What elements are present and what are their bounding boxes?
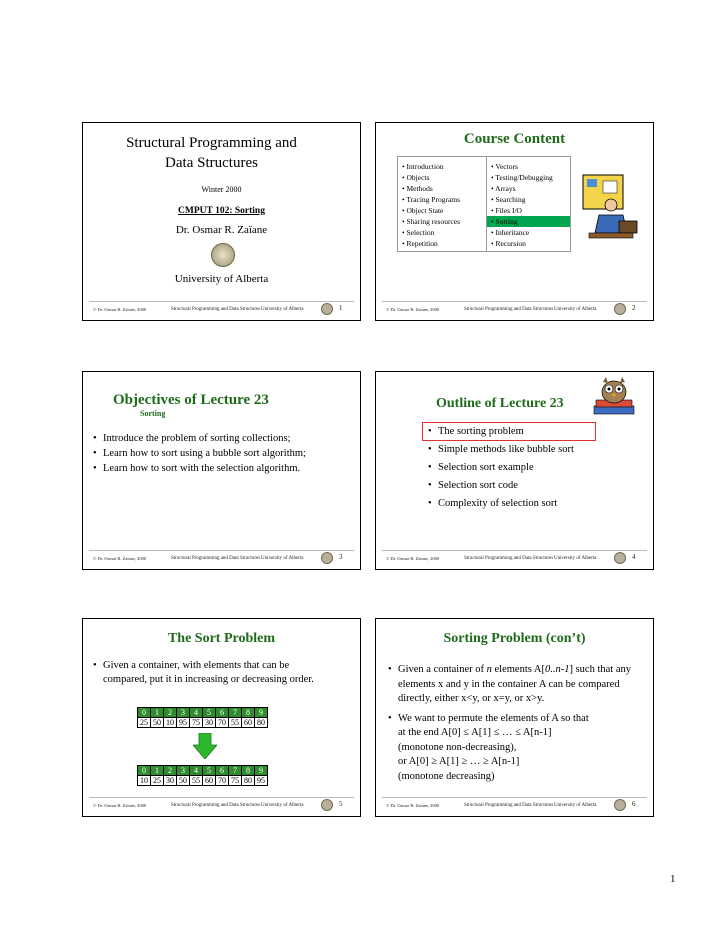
slide-5: [82, 618, 361, 817]
array-cell: 1: [151, 766, 164, 776]
footer-copyright: © Dr. Osmar R. Zaïane, 2000: [386, 556, 440, 561]
course-topic: • Searching: [491, 195, 526, 204]
slide-number: 3: [339, 553, 343, 561]
unsorted-array: [137, 707, 268, 728]
array-cell: 5: [203, 708, 216, 718]
footer-copyright: © Dr. Osmar R. Zaïane, 2000: [93, 307, 147, 312]
course-content-box: [397, 156, 571, 252]
owl-clipart-icon: [590, 374, 638, 422]
array-cell: 9: [255, 708, 268, 718]
array-cell: 8: [242, 766, 255, 776]
sort-problem-bullet: • Given a container, with elements that can be compared, put it in increasing or decreasing order.: [93, 659, 333, 687]
footer-copyright: © Dr. Osmar R. Zaïane, 2000: [386, 307, 440, 312]
course-topic: • Repetition: [402, 239, 438, 248]
slide-number: 6: [632, 800, 636, 808]
slide-number: 1: [339, 304, 343, 312]
slide-2-title: Course Content: [463, 131, 566, 147]
slide-3-subtitle: Sorting: [140, 409, 166, 418]
objective-item: • Introduce the problem of sorting collections;: [93, 432, 333, 446]
footer-copyright: © Dr. Osmar R. Zaïane, 2000: [93, 803, 147, 808]
slide-3-title: Objectives of Lecture 23: [113, 392, 269, 408]
array-cell: 2: [164, 708, 177, 718]
array-cell: 95: [177, 718, 190, 728]
definition-bullet: • Given a container of n elements A[0..n-1] such that any elements x and y in the container A can be compared directly, either x<y, or x=y, or x>y.: [388, 663, 646, 707]
outline-item: • Complexity of selection sort: [428, 496, 648, 512]
array-cell: 8: [242, 708, 255, 718]
array-cell: 9: [255, 766, 268, 776]
course-topic: • Objects: [402, 173, 430, 182]
array-cell: 3: [177, 766, 190, 776]
course-topic: • Sorting: [491, 217, 518, 226]
university-seal-icon: [211, 243, 235, 267]
slide-4: [375, 371, 654, 570]
array-cell: 60: [203, 776, 216, 786]
course-topic: • Selection: [402, 228, 435, 237]
array-cell: 10: [138, 776, 151, 786]
array-cell: 0: [138, 708, 151, 718]
array-cell: 5: [203, 766, 216, 776]
teacher-clipart-icon: [581, 171, 641, 241]
array-cell: 30: [203, 718, 216, 728]
array-cell: 75: [229, 776, 242, 786]
course-topic: • Files I/O: [491, 206, 522, 215]
course-content-divider: [486, 157, 487, 251]
goal-bullet: • We want to permute the elements of A so that at the end A[0] ≤ A[1] ≤ … ≤ A[n-1] (monotone non-decreasing), or A[0] ≥ A[1] ≥ … ≥ A[n-1] (monotone decreasing): [388, 712, 646, 785]
footer-course: Structural Programming and Data Structures: [171, 803, 261, 808]
array-cell: 80: [242, 776, 255, 786]
array-cell: 6: [216, 708, 229, 718]
slide-footer: [83, 798, 360, 812]
footer-university: University of Alberta: [554, 803, 597, 808]
footer-logo-icon: [614, 552, 626, 564]
array-cell: 70: [216, 776, 229, 786]
outline-item: • Simple methods like bubble sort: [428, 442, 648, 458]
slide-number: 4: [632, 553, 636, 561]
footer-university: University of Alberta: [554, 556, 597, 561]
slide-1-university: University of Alberta: [174, 273, 269, 285]
footer-course: Structural Programming and Data Structures: [464, 556, 554, 561]
slide-footer: [83, 551, 360, 565]
slide-footer: [376, 302, 653, 316]
footer-copyright: © Dr. Osmar R. Zaïane, 2000: [386, 803, 440, 808]
slide-footer: [376, 798, 653, 812]
array-cell: 7: [229, 766, 242, 776]
slide-1-author: Dr. Osmar R. Zaïane: [175, 224, 268, 236]
footer-logo-icon: [614, 303, 626, 315]
footer-logo-icon: [321, 799, 333, 811]
footer-course: Structural Programming and Data Structures: [171, 556, 261, 561]
array-cell: 25: [151, 776, 164, 786]
slide-footer: [83, 302, 360, 316]
sort-problem-list: [93, 659, 333, 687]
down-arrow-icon: [193, 733, 217, 759]
array-cell: 25: [138, 718, 151, 728]
array-cell: 70: [216, 718, 229, 728]
slide-footer: [376, 551, 653, 565]
outline-list: [428, 424, 648, 514]
sorted-array: [137, 765, 268, 786]
outline-item: • The sorting problem: [428, 424, 648, 440]
array-cell: 3: [177, 708, 190, 718]
course-topics-left: [402, 161, 460, 249]
slide-4-title: Outline of Lecture 23: [436, 396, 564, 411]
footer-university: University of Alberta: [554, 307, 597, 312]
array-cell: 4: [190, 766, 203, 776]
course-topics-right: [491, 161, 553, 249]
slide-1: [82, 122, 361, 321]
array-cell: 55: [229, 718, 242, 728]
footer-course: Structural Programming and Data Structures: [171, 307, 261, 312]
array-cell: 30: [164, 776, 177, 786]
course-topic: • Arrays: [491, 184, 516, 193]
array-cell: 6: [216, 766, 229, 776]
footer-logo-icon: [321, 303, 333, 315]
course-topic: • Tracing Programs: [402, 195, 461, 204]
array-cell: 55: [190, 776, 203, 786]
array-cell: 0: [138, 766, 151, 776]
slide-number: 2: [632, 304, 636, 312]
slide-2: [375, 122, 654, 321]
objective-item: • Learn how to sort using a bubble sort algorithm;: [93, 447, 333, 461]
footer-course: Structural Programming and Data Structures: [464, 803, 554, 808]
sorting-problem-list: [388, 663, 646, 784]
page-number: 1: [670, 873, 676, 885]
footer-logo-icon: [614, 799, 626, 811]
footer-university: University of Alberta: [261, 307, 304, 312]
slide-1-course: CMPUT 102: Sorting: [178, 206, 265, 216]
course-topic: • Recursion: [491, 239, 526, 248]
slide-3: [82, 371, 361, 570]
footer-logo-icon: [321, 552, 333, 564]
array-cell: 80: [255, 718, 268, 728]
footer-course: Structural Programming and Data Structures: [464, 307, 554, 312]
slide-6: [375, 618, 654, 817]
slide-1-term: Winter 2000: [201, 185, 242, 194]
slide-number: 5: [339, 800, 343, 808]
course-topic: • Sharing resources: [402, 217, 461, 226]
array-cell: 50: [177, 776, 190, 786]
course-topic: • Object State: [402, 206, 444, 215]
outline-item: • Selection sort example: [428, 460, 648, 476]
array-cell: 2: [164, 766, 177, 776]
array-cell: 4: [190, 708, 203, 718]
slide-6-title: Sorting Problem (con’t): [443, 631, 586, 646]
objectives-list: [93, 432, 333, 477]
array-cell: 60: [242, 718, 255, 728]
footer-university: University of Alberta: [261, 803, 304, 808]
footer-copyright: © Dr. Osmar R. Zaïane, 2000: [93, 556, 147, 561]
course-topic: • Vectors: [491, 162, 518, 171]
slide-5-title: The Sort Problem: [167, 631, 276, 646]
array-cell: 1: [151, 708, 164, 718]
course-topic: • Introduction: [402, 162, 444, 171]
array-cell: 75: [190, 718, 203, 728]
course-topic: • Inheritance: [491, 228, 530, 237]
course-topic: • Methods: [402, 184, 433, 193]
slide-1-title: Structural Programming and Data Structures: [126, 135, 297, 171]
array-cell: 50: [151, 718, 164, 728]
array-cell: 7: [229, 708, 242, 718]
footer-university: University of Alberta: [261, 556, 304, 561]
array-cell: 95: [255, 776, 268, 786]
array-cell: 10: [164, 718, 177, 728]
objective-item: • Learn how to sort with the selection algorithm.: [93, 462, 333, 476]
outline-item: • Selection sort code: [428, 478, 648, 494]
course-topic: • Testing/Debugging: [491, 173, 553, 182]
